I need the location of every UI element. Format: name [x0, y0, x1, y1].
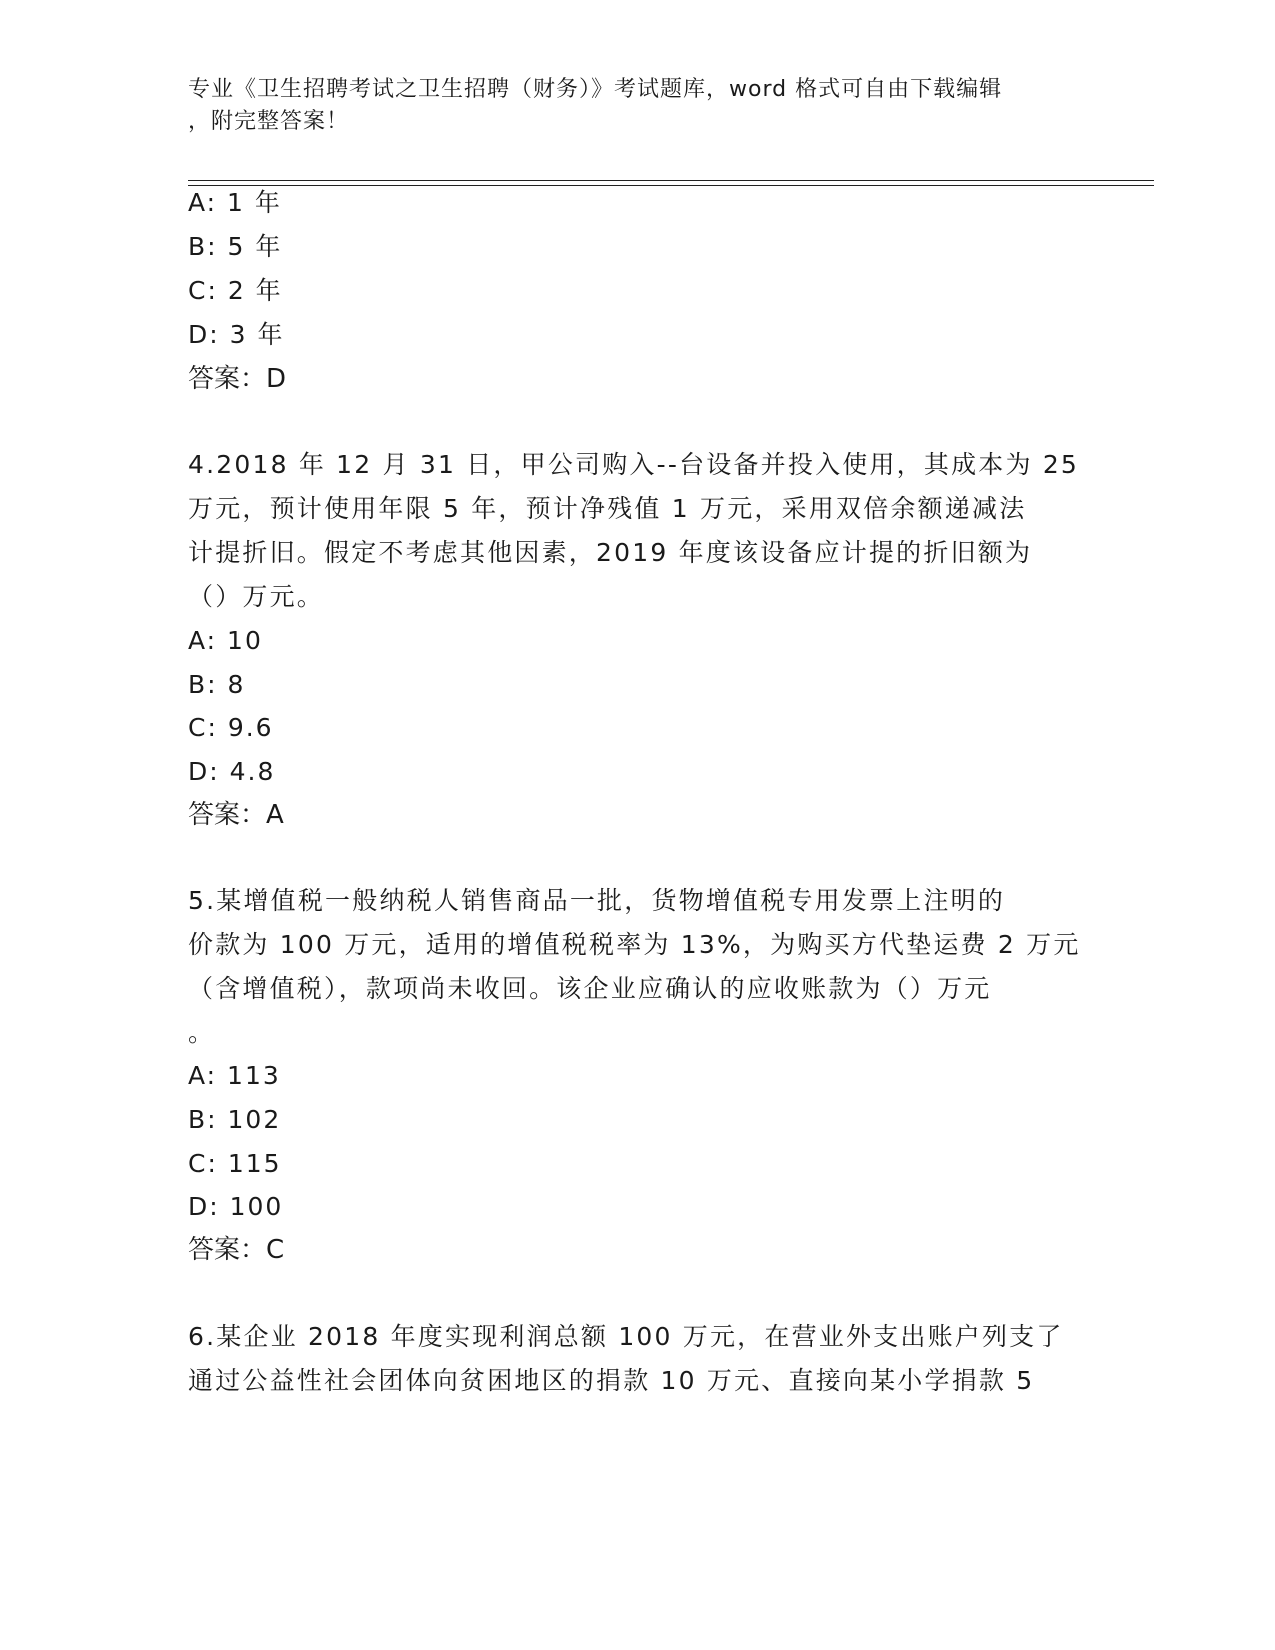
q5-option-d: D: 100 [188, 1192, 284, 1221]
q4-answer: 答案：A [188, 800, 284, 830]
q4-option-a: A: 10 [188, 626, 263, 655]
header-line-2: ，附完整答案！ [188, 109, 350, 134]
q3-option-a: A: 1 年 [188, 188, 282, 217]
q4-text-line-3: 计提折旧。假定不考虑其他因素，2019 年度该设备应计提的折旧额为 [188, 538, 1033, 567]
document-header [188, 74, 1068, 138]
q6-text-line-1: 6.某企业 2018 年度实现利润总额 100 万元，在营业外支出账户列支了 [188, 1322, 1064, 1351]
q4-text-line-2: 万元，预计使用年限 5 年，预计净残值 1 万元，采用双倍余额递减法 [188, 494, 1027, 523]
q5-option-b: B: 102 [188, 1105, 282, 1134]
q3-option-c: C: 2 年 [188, 276, 283, 305]
header-line-1: 专业《卫生招聘考试之卫生招聘（财务）》考试题库，word 格式可自由下载编辑 [188, 77, 1003, 102]
q4-option-c: C: 9.6 [188, 713, 274, 742]
q5-text-line-4: 。 [188, 1018, 216, 1047]
q4-option-b: B: 8 [188, 670, 246, 699]
q3-answer: 答案：D [188, 364, 287, 394]
q3-option-b: B: 5 年 [188, 232, 283, 261]
q5-text-line-3: （含增值税），款项尚未收回。该企业应确认的应收账款为（）万元 [188, 974, 992, 1003]
q4-text-line-4: （）万元。 [188, 582, 325, 611]
header-divider-top [188, 180, 1154, 181]
q4-option-d: D: 4.8 [188, 757, 276, 786]
q5-option-a: A: 113 [188, 1061, 281, 1090]
q5-text-line-2: 价款为 100 万元，适用的增值税税率为 13%，为购买方代垫运费 2 万元 [188, 930, 1081, 959]
q5-text-line-1: 5.某增值税一般纳税人销售商品一批，货物增值税专用发票上注明的 [188, 886, 1006, 915]
q3-option-d: D: 3 年 [188, 320, 285, 349]
q5-answer: 答案：C [188, 1235, 285, 1265]
q5-option-c: C: 115 [188, 1149, 282, 1178]
header-divider-bottom [188, 185, 1154, 186]
q6-text-line-2: 通过公益性社会团体向贫困地区的捐款 10 万元、直接向某小学捐款 5 [188, 1366, 1035, 1395]
q4-text-line-1: 4.2018 年 12 月 31 日，甲公司购入--台设备并投入使用，其成本为 25 [188, 450, 1080, 479]
